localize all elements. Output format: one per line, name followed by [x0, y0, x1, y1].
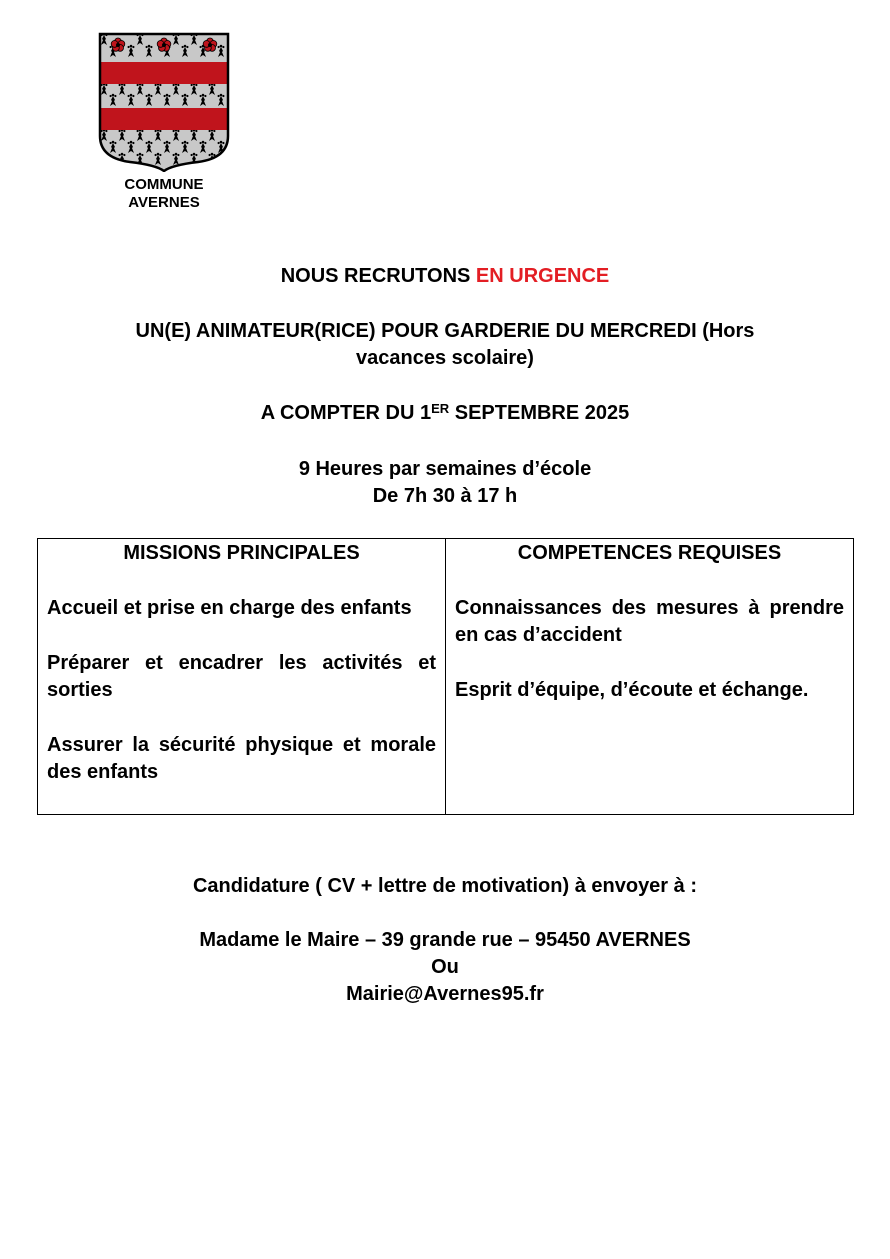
- page-title: [40, 263, 850, 290]
- application-contact: [40, 927, 850, 1008]
- start-date: [40, 400, 850, 427]
- coat-of-arms-logo: [98, 32, 230, 172]
- schedule-hours: 9 Heures par semaines d’école: [298, 458, 592, 480]
- missions-column: [38, 539, 446, 815]
- start-superscript: ER: [431, 401, 450, 416]
- title-urgent: EN URGENCE: [475, 265, 610, 287]
- skill-item: Esprit d’équipe, d’écoute et échange.: [455, 679, 809, 701]
- mayor-address: Madame le Maire – 39 grande rue – 95450 AVERNES: [199, 929, 691, 951]
- email-address: Mairie@Avernes95.fr: [346, 983, 544, 1005]
- missions-skills-table: [37, 538, 854, 815]
- mission-item: Préparer et encadrer les activités et sorties: [47, 652, 436, 701]
- commune-city: AVERNES: [128, 194, 200, 211]
- missions-header: MISSIONS PRINCIPALES: [123, 542, 360, 564]
- application-instructions: Candidature ( CV + lettre de motivation) à envoyer à :: [192, 875, 697, 897]
- start-suffix: SEPTEMBRE 2025: [449, 402, 630, 424]
- mission-item: Assurer la sécurité physique et morale des enfants: [47, 734, 436, 783]
- commune-name: [96, 176, 232, 212]
- schedule-times: De 7h 30 à 17 h: [372, 485, 518, 507]
- start-prefix: A COMPTER DU 1: [260, 402, 432, 424]
- position-title: [40, 318, 850, 372]
- skills-column: [446, 539, 854, 815]
- position-line-2: vacances scolaire): [356, 347, 534, 369]
- position-line-1: UN(E) ANIMATEUR(RICE) POUR GARDERIE DU MERCREDI (Hors: [135, 320, 755, 342]
- commune-label: COMMUNE: [124, 176, 204, 193]
- skill-item: Connaissances des mesures à prendre en cas d’accident: [455, 597, 844, 646]
- or-separator: Ou: [431, 956, 459, 978]
- mission-item: Accueil et prise en charge des enfants: [47, 597, 412, 619]
- schedule: [40, 456, 850, 510]
- title-prefix: NOUS RECRUTONS: [280, 265, 476, 287]
- skills-header: COMPETENCES REQUISES: [517, 542, 782, 564]
